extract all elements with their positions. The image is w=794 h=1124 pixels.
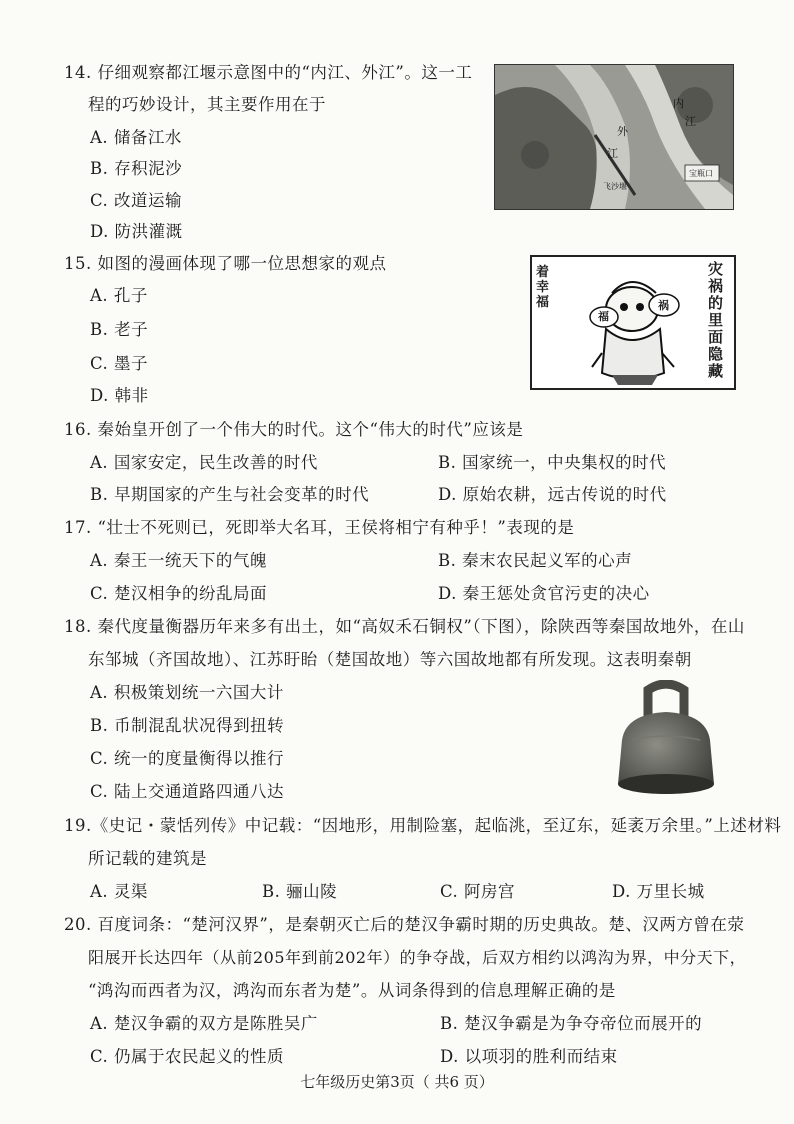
q14-option-b: B. 存积泥沙: [90, 159, 183, 178]
q15-stem: 15. 如图的漫画体现了哪一位思想家的观点: [64, 254, 387, 273]
q19-option-b: B. 骊山陵: [262, 882, 338, 901]
q20-option-c: C. 仍属于农民起义的性质: [90, 1047, 285, 1066]
q17-option-c: C. 楚汉相争的纷乱局面: [90, 584, 268, 603]
q17-option-d: D. 秦王惩处贪官污吏的决心: [438, 584, 650, 603]
dujiangyan-map: [494, 64, 734, 210]
q19-stem-line2: 所记载的建筑是: [88, 849, 207, 868]
q17-option-b: B. 秦末农民起义军的心声: [438, 551, 633, 570]
map-label-jiang-inner: 江: [685, 115, 696, 128]
q16-option-b: B. 国家统一，中央集权的时代: [438, 453, 667, 472]
q14-option-c: C. 改道运输: [90, 191, 183, 210]
q19-option-c: C. 阿房宫: [440, 882, 516, 901]
cartoon-frame: [530, 255, 736, 390]
q20-stem-line2: 阳展开长达四年（从前205年到前202年）的争夺战，后双方相约以鸿沟为界，中分天下，: [88, 948, 747, 967]
page-footer: 七年级历史第3页（ 共6 页）: [300, 1073, 494, 1091]
map-label-feishayan: 飞沙堰: [603, 182, 627, 191]
q19-option-a: A. 灵渠: [90, 882, 148, 901]
q18-option-d: C. 陆上交通道路四通八达: [90, 782, 285, 801]
q14-option-a: A. 储备江水: [90, 128, 182, 147]
q18-stem-line2: 东邹城（齐国故地）、江苏盱眙（楚国故地）等六国故地都有所发现。这表明秦朝: [88, 650, 692, 669]
cartoon-caption-right: 灾祸的里面隐藏: [708, 260, 724, 380]
q20-option-b: B. 楚汉争霸是为争夺帝位而展开的: [440, 1014, 703, 1033]
q18-option-a: A. 积极策划统一六国大计: [90, 683, 284, 702]
q18-option-b: B. 币制混乱状况得到扭转: [90, 716, 285, 735]
cartoon-drawing: [532, 257, 734, 388]
map-label-jiang-outer: 江: [607, 147, 618, 160]
q16-option-c: B. 早期国家的产生与社会变革的时代: [90, 485, 370, 504]
bronze-weight-image: [602, 680, 730, 804]
q20-option-a: A. 楚汉争霸的双方是陈胜吴广: [90, 1014, 318, 1033]
q14-option-d: D. 防洪灌溉: [90, 222, 183, 241]
q15-option-d: D. 韩非: [90, 386, 149, 405]
cartoon-bubble-huo: 祸: [658, 299, 669, 312]
q16-option-a: A. 国家安定，民生改善的时代: [90, 453, 318, 472]
q15-option-c: C. 墨子: [90, 354, 149, 373]
q18-option-c: C. 统一的度量衡得以推行: [90, 749, 285, 768]
map-label-nei: 内: [673, 97, 684, 110]
q15-option-b: B. 老子: [90, 320, 149, 339]
q19-stem-line1: 19.《史记・蒙恬列传》中记载：“因地形，用制险塞，起临洮，至辽东，延袤万余里。”上述材料: [64, 816, 782, 835]
q14-stem-line2: 程的巧妙设计，其主要作用在于: [88, 95, 326, 114]
map-label-wai: 外: [617, 125, 628, 138]
q20-stem-line1: 20. 百度词条：“楚河汉界”，是秦朝灭亡后的楚汉争霸时期的历史典故。楚、汉两方曾在荥: [64, 915, 745, 934]
cartoon-caption-left: 着幸福: [536, 265, 550, 310]
cartoon-bubble-fu: 福: [598, 310, 609, 323]
q20-stem-line3: “鸿沟而西者为汉，鸿沟而东者为楚”。从词条得到的信息理解正确的是: [88, 981, 616, 1000]
q20-option-d: D. 以项羽的胜利而结束: [440, 1047, 618, 1066]
q19-option-d: D. 万里长城: [612, 882, 705, 901]
q15-option-a: A. 孔子: [90, 286, 148, 305]
q17-stem: 17. “壮士不死则已，死即举大名耳，王侯将相宁有种乎！”表现的是: [64, 518, 575, 537]
q18-stem-line1: 18. 秦代度量衡器历年来多有出土，如“高奴禾石铜权”（下图），除陕西等秦国故地外，在山: [64, 617, 745, 636]
q16-stem: 16. 秦始皇开创了一个伟大的时代。这个“伟大的时代”应该是: [64, 420, 524, 439]
map-label-baopingkou: 宝瓶口: [689, 169, 713, 178]
q16-option-d: D. 原始农耕，远古传说的时代: [438, 485, 667, 504]
q17-option-a: A. 秦王一统天下的气魄: [90, 551, 267, 570]
bronze-weight-drawing: [602, 680, 730, 804]
q14-stem-line1: 14. 仔细观察都江堰示意图中的“内江、外江”。这一工: [64, 63, 473, 82]
